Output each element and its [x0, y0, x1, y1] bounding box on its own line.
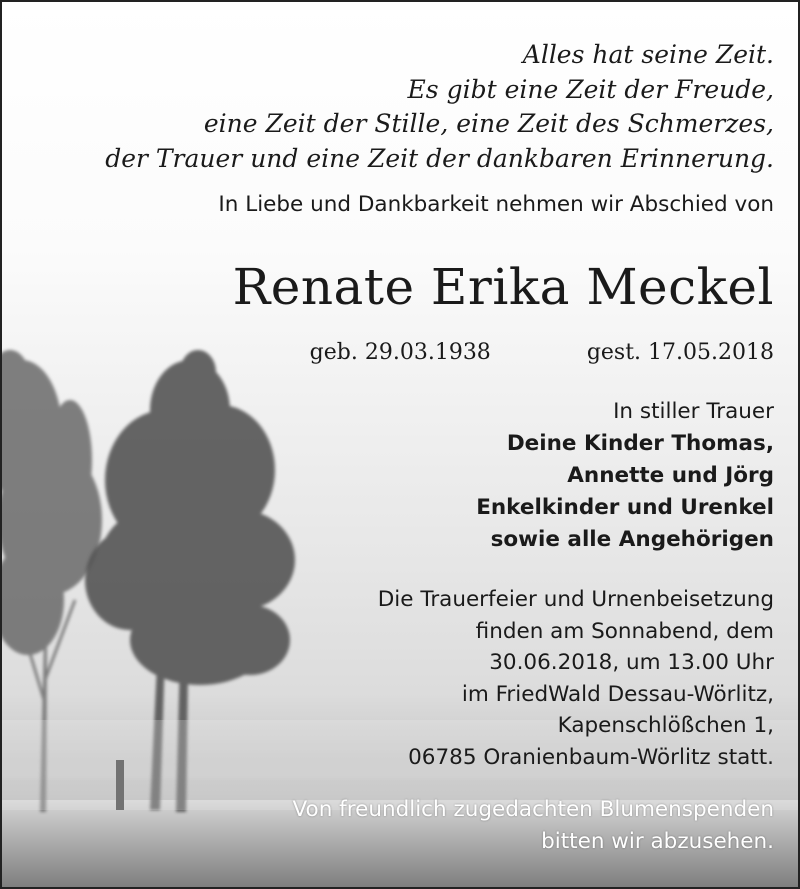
death-date: gest. 17.05.2018 [586, 340, 774, 365]
flower-request-line: bitten wir abzusehen. [541, 828, 774, 854]
ceremony-info [378, 584, 774, 773]
poem-line: eine Zeit der Stille, eine Zeit des Schmerzes, [203, 109, 774, 138]
poem [105, 38, 774, 176]
birth-date: geb. 29.03.1938 [309, 340, 491, 365]
poem-line: Es gibt eine Zeit der Freude, [407, 74, 774, 104]
flower-request-line: Von freundlich zugedachten Blumenspenden [292, 797, 774, 822]
flower-request [293, 794, 774, 857]
ceremony-line: 30.06.2018, um 13.00 Uhr [489, 650, 774, 675]
life-dates [310, 340, 774, 365]
farewell-intro: In Liebe und Dankbarkeit nehmen wir Abschied von [218, 192, 774, 217]
poem-line: der Trauer und eine Zeit der dankbaren Erinnerung. [105, 143, 774, 173]
mourners-block [476, 396, 774, 556]
ceremony-line: im FriedWald Dessau-Wörlitz, [461, 681, 774, 707]
ceremony-line: Kapenschlößchen 1, [557, 713, 774, 738]
mourners-intro: In stiller Trauer [613, 399, 774, 424]
ceremony-line: finden am Sonnabend, dem [475, 618, 774, 644]
ceremony-line: 06785 Oranienbaum-Wörlitz statt. [408, 744, 774, 770]
ceremony-line: Die Trauerfeier und Urnenbeisetzung [377, 587, 774, 612]
mourner-line: Annette und Jörg [567, 463, 774, 488]
poem-line: Alles hat seine Zeit. [522, 40, 774, 69]
mourner-line: Deine Kinder Thomas, [506, 431, 774, 456]
deceased-name: Renate Erika Meckel [232, 258, 774, 316]
mourner-line: Enkelkinder und Urenkel [476, 495, 774, 520]
mourner-line: sowie alle Angehörigen [490, 527, 774, 552]
